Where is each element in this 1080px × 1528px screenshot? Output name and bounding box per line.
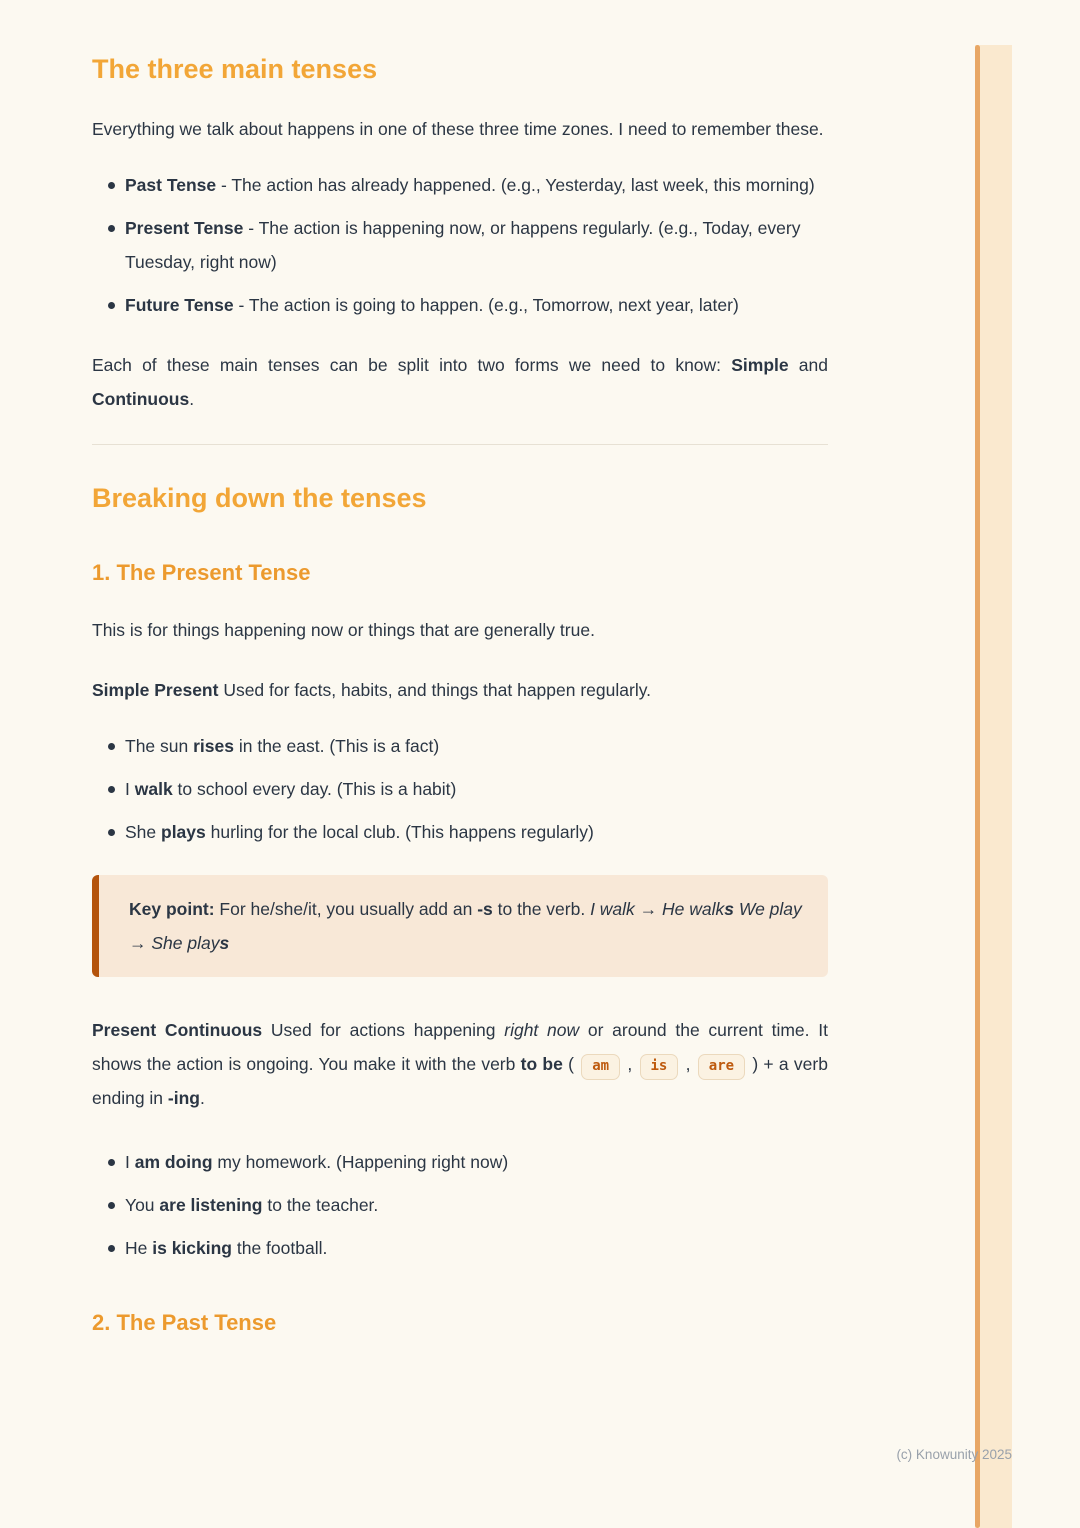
simple-present-intro (92, 673, 828, 707)
text-run: am doing (134, 1152, 213, 1172)
text-run: Past Tense (125, 175, 217, 195)
text-run: -s (477, 899, 493, 919)
text-run: walk (134, 779, 173, 799)
present-tense-description (92, 613, 828, 647)
text-run: to the verb. (492, 899, 591, 919)
text-run: in the east. (This is a fact) (233, 736, 440, 756)
text-run: Key point: (129, 899, 215, 919)
text-run: She (125, 822, 161, 842)
text-run: s (724, 899, 734, 919)
example-item (108, 729, 828, 763)
text-run: the football. (232, 1238, 328, 1258)
text-run: Continuous (92, 389, 190, 409)
text-run: - The action is going to happen. (e.g., Tomorrow, next year, later) (233, 295, 739, 315)
example-item (108, 1231, 828, 1265)
text-run: Used for facts, habits, and things that happen regularly. (218, 680, 652, 700)
text-run: ) + a verb ending in (92, 1054, 828, 1108)
key-point-callout (92, 875, 828, 977)
text-run: -ing (167, 1088, 200, 1108)
text-run: We play → She play (129, 899, 802, 953)
text-run: You (125, 1195, 160, 1215)
text-run: For he/she/it, you usually add an (214, 899, 478, 919)
text-run: is kicking (152, 1238, 232, 1258)
page-edge-strip (975, 45, 1012, 1528)
text-run: to school every day. (This is a habit) (172, 779, 457, 799)
text-run: hurling for the local club. (This happens regularly) (205, 822, 594, 842)
text-run: Simple (731, 355, 789, 375)
text-run: Everything we talk about happens in one of these three time zones. I need to remember these. (92, 119, 824, 139)
section-title-breaking-down: Breaking down the tenses (92, 483, 427, 513)
text-run: ( (562, 1054, 580, 1074)
page-edge-line (975, 45, 980, 1528)
inline-code-chip: is (640, 1054, 679, 1080)
text-run: Used for actions happening (262, 1020, 505, 1040)
section-divider (92, 444, 828, 445)
subsection-present-tense: 1. The Present Tense (92, 560, 311, 585)
text-run: I (125, 779, 135, 799)
list-item-present-tense (108, 211, 828, 279)
text-run: right now (504, 1020, 580, 1040)
text-run: , (622, 1054, 638, 1074)
text-run: Present Tense (125, 218, 244, 238)
text-run: The sun (125, 736, 194, 756)
text-run: are listening (159, 1195, 263, 1215)
text-run: plays (161, 822, 206, 842)
text-run: my homework. (Happening right now) (212, 1152, 509, 1172)
text-run: He (125, 1238, 153, 1258)
text-run: Present Continuous (92, 1020, 263, 1040)
text-run: I (125, 1152, 135, 1172)
text-run: . (199, 1088, 205, 1108)
text-run: Each of these main tenses can be split into two forms we need to know: (92, 355, 732, 375)
simple-present-examples (92, 729, 828, 849)
text-run: - The action is happening now, or happens regularly. (e.g., Today, every Tuesday, right now) (125, 218, 801, 272)
text-run: , (680, 1054, 696, 1074)
inline-code-chip: am (581, 1054, 620, 1080)
text-run: Future Tense (125, 295, 234, 315)
key-point-text (129, 892, 802, 960)
example-item (108, 772, 828, 806)
text-run: - The action has already happened. (e.g., Yesterday, last week, this morning) (216, 175, 815, 195)
text-run: to the teacher. (262, 1195, 379, 1215)
text-run: This is for things happening now or things that are generally true. (92, 620, 595, 640)
subsection-past-tense: 2. The Past Tense (92, 1310, 277, 1335)
text-run: s (219, 933, 230, 953)
example-item (108, 1188, 828, 1222)
text-run: to be (520, 1054, 563, 1074)
section-title-three-main-tenses: The three main tenses (92, 54, 378, 84)
text-run: rises (193, 736, 234, 756)
content-column (92, 0, 828, 1337)
outro-paragraph (92, 348, 828, 416)
example-item (108, 1145, 828, 1179)
text-run: Simple Present (92, 680, 219, 700)
inline-code-chip: are (698, 1054, 745, 1080)
text-run: and (788, 355, 828, 375)
intro-paragraph (92, 112, 828, 146)
text-run: or around the current time. It shows the action is ongoing. You make it with the verb (92, 1020, 828, 1074)
present-continuous-examples (92, 1145, 828, 1265)
copyright-footer: (c) Knowunity 2025 (896, 1447, 1012, 1462)
text-run: . (189, 389, 195, 409)
list-item-past-tense (108, 168, 828, 202)
list-item-future-tense (108, 288, 828, 322)
tense-overview-list (92, 168, 828, 322)
text-run: I walk → He walk (590, 899, 725, 919)
present-continuous-intro (92, 1013, 828, 1115)
example-item (108, 815, 828, 849)
